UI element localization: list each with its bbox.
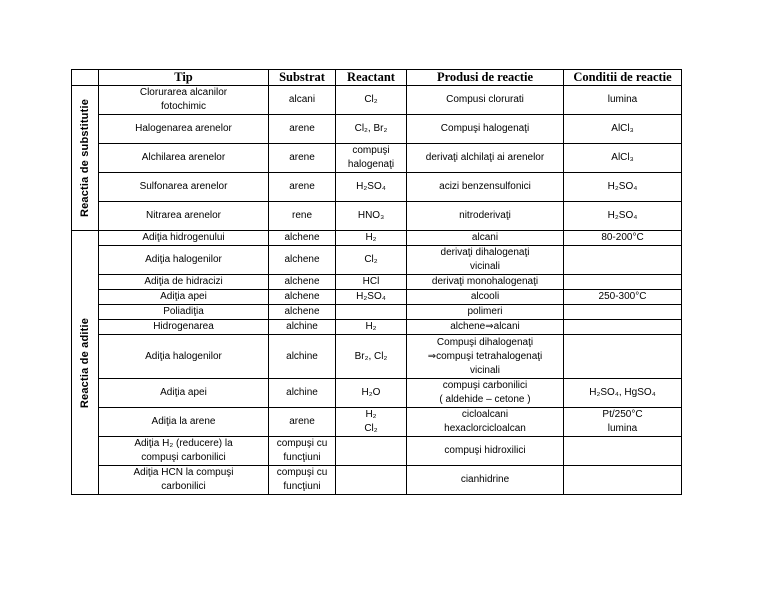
cell-conditii bbox=[564, 466, 682, 495]
table-row bbox=[72, 320, 682, 335]
cell-conditii bbox=[564, 246, 682, 275]
cell-tip: Adiţia de hidracizi bbox=[99, 275, 269, 290]
cell-conditii: AlCl₃ bbox=[564, 115, 682, 144]
cell-produsi: Compuşi halogenaţi bbox=[407, 115, 564, 144]
group-aditie bbox=[72, 231, 99, 495]
cell-produsi: alcani bbox=[407, 231, 564, 246]
header-row bbox=[72, 70, 682, 86]
cell-conditii: H₂SO₄ bbox=[564, 202, 682, 231]
cell-substrat: alchene bbox=[269, 231, 336, 246]
cell-substrat: arene bbox=[269, 408, 336, 437]
cell-reactant: H₂SO₄ bbox=[336, 290, 407, 305]
cell-reactant: Cl₂ bbox=[336, 246, 407, 275]
cell-produsi: derivaţi monohalogenaţi bbox=[407, 275, 564, 290]
cell-substrat: alcani bbox=[269, 86, 336, 115]
cell-tip: Hidrogenarea bbox=[99, 320, 269, 335]
group-substitutie bbox=[72, 86, 99, 231]
cell-produsi: derivaţi alchilaţi ai arenelor bbox=[407, 144, 564, 173]
cell-tip: Sulfonarea arenelor bbox=[99, 173, 269, 202]
cell-tip: Halogenarea arenelor bbox=[99, 115, 269, 144]
group-label-substitutie: Reactia de substitutie bbox=[79, 98, 91, 218]
table-row bbox=[72, 335, 682, 379]
table-row bbox=[72, 231, 682, 246]
cell-substrat: alchene bbox=[269, 290, 336, 305]
cell-reactant: Cl₂ bbox=[336, 86, 407, 115]
cell-produsi: derivaţi dihalogenaţi vicinali bbox=[407, 246, 564, 275]
cell-conditii bbox=[564, 335, 682, 379]
cell-tip: Clorurarea alcanilor fotochimic bbox=[99, 86, 269, 115]
cell-reactant bbox=[336, 437, 407, 466]
cell-conditii: Pt/250°C lumina bbox=[564, 408, 682, 437]
cell-tip: Adiţia halogenilor bbox=[99, 246, 269, 275]
cell-conditii: AlCl₃ bbox=[564, 144, 682, 173]
cell-reactant: Cl₂, Br₂ bbox=[336, 115, 407, 144]
table-row bbox=[72, 202, 682, 231]
cell-tip: Adiţia halogenilor bbox=[99, 335, 269, 379]
cell-conditii: 80-200°C bbox=[564, 231, 682, 246]
cell-produsi: compuşi carbonilici ( aldehide – cetone ) bbox=[407, 379, 564, 408]
table-row bbox=[72, 86, 682, 115]
cell-substrat: compuşi cu funcţiuni bbox=[269, 466, 336, 495]
cell-substrat: arene bbox=[269, 144, 336, 173]
cell-produsi: nitroderivaţi bbox=[407, 202, 564, 231]
cell-conditii: 250-300°C bbox=[564, 290, 682, 305]
cell-reactant: H₂ bbox=[336, 231, 407, 246]
cell-produsi: cianhidrine bbox=[407, 466, 564, 495]
cell-produsi: cicloalcani hexaclorcicloalcan bbox=[407, 408, 564, 437]
cell-produsi: Compuşi dihalogenaţi ⇒compuşi tetrahalogenaţi vicinali bbox=[407, 335, 564, 379]
cell-reactant: Br₂, Cl₂ bbox=[336, 335, 407, 379]
table-row bbox=[72, 246, 682, 275]
cell-reactant bbox=[336, 466, 407, 495]
table-row bbox=[72, 408, 682, 437]
header-substrat: Substrat bbox=[269, 70, 336, 86]
reactions-table bbox=[71, 69, 682, 495]
cell-produsi: acizi benzensulfonici bbox=[407, 173, 564, 202]
cell-produsi: polimeri bbox=[407, 305, 564, 320]
table-row bbox=[72, 144, 682, 173]
cell-tip: Adiţia la arene bbox=[99, 408, 269, 437]
cell-reactant: H₂SO₄ bbox=[336, 173, 407, 202]
cell-conditii: lumina bbox=[564, 86, 682, 115]
header-tip: Tip bbox=[99, 70, 269, 86]
cell-produsi: alcooli bbox=[407, 290, 564, 305]
header-conditii: Conditii de reactie bbox=[564, 70, 682, 86]
table-row bbox=[72, 275, 682, 290]
cell-tip: Adiţia H₂ (reducere) la compuşi carbonilici bbox=[99, 437, 269, 466]
cell-reactant: HNO₃ bbox=[336, 202, 407, 231]
cell-tip: Adiţia apei bbox=[99, 290, 269, 305]
cell-substrat: alchene bbox=[269, 246, 336, 275]
cell-substrat: arene bbox=[269, 115, 336, 144]
table-row bbox=[72, 173, 682, 202]
cell-substrat: alchene bbox=[269, 305, 336, 320]
cell-produsi: compuşi hidroxilici bbox=[407, 437, 564, 466]
table-row bbox=[72, 379, 682, 408]
cell-produsi: Compusi clorurati bbox=[407, 86, 564, 115]
header-produsi: Produsi de reactie bbox=[407, 70, 564, 86]
table-row bbox=[72, 305, 682, 320]
cell-conditii bbox=[564, 320, 682, 335]
table-row bbox=[72, 466, 682, 495]
cell-conditii bbox=[564, 437, 682, 466]
cell-reactant: HCl bbox=[336, 275, 407, 290]
cell-substrat: arene bbox=[269, 173, 336, 202]
table-row bbox=[72, 437, 682, 466]
cell-reactant: H₂ Cl₂ bbox=[336, 408, 407, 437]
cell-tip: Adiţia apei bbox=[99, 379, 269, 408]
cell-substrat: alchine bbox=[269, 335, 336, 379]
cell-tip: Adiţia hidrogenului bbox=[99, 231, 269, 246]
table-row bbox=[72, 290, 682, 305]
cell-substrat: rene bbox=[269, 202, 336, 231]
cell-reactant: H₂O bbox=[336, 379, 407, 408]
table-row bbox=[72, 115, 682, 144]
cell-conditii bbox=[564, 305, 682, 320]
cell-tip: Nitrarea arenelor bbox=[99, 202, 269, 231]
cell-substrat: alchine bbox=[269, 320, 336, 335]
cell-conditii: H₂SO₄, HgSO₄ bbox=[564, 379, 682, 408]
cell-substrat: compuşi cu funcţiuni bbox=[269, 437, 336, 466]
cell-reactant: compuşi halogenaţi bbox=[336, 144, 407, 173]
cell-tip: Adiţia HCN la compuşi carbonilici bbox=[99, 466, 269, 495]
cell-tip: Poliadiţia bbox=[99, 305, 269, 320]
header-reactant: Reactant bbox=[336, 70, 407, 86]
cell-substrat: alchine bbox=[269, 379, 336, 408]
cell-reactant bbox=[336, 305, 407, 320]
cell-tip: Alchilarea arenelor bbox=[99, 144, 269, 173]
group-label-aditie: Reactia de aditie bbox=[79, 317, 91, 408]
header-corner bbox=[72, 70, 99, 86]
cell-substrat: alchene bbox=[269, 275, 336, 290]
cell-conditii bbox=[564, 275, 682, 290]
cell-conditii: H₂SO₄ bbox=[564, 173, 682, 202]
cell-reactant: H₂ bbox=[336, 320, 407, 335]
cell-produsi: alchene⇒alcani bbox=[407, 320, 564, 335]
